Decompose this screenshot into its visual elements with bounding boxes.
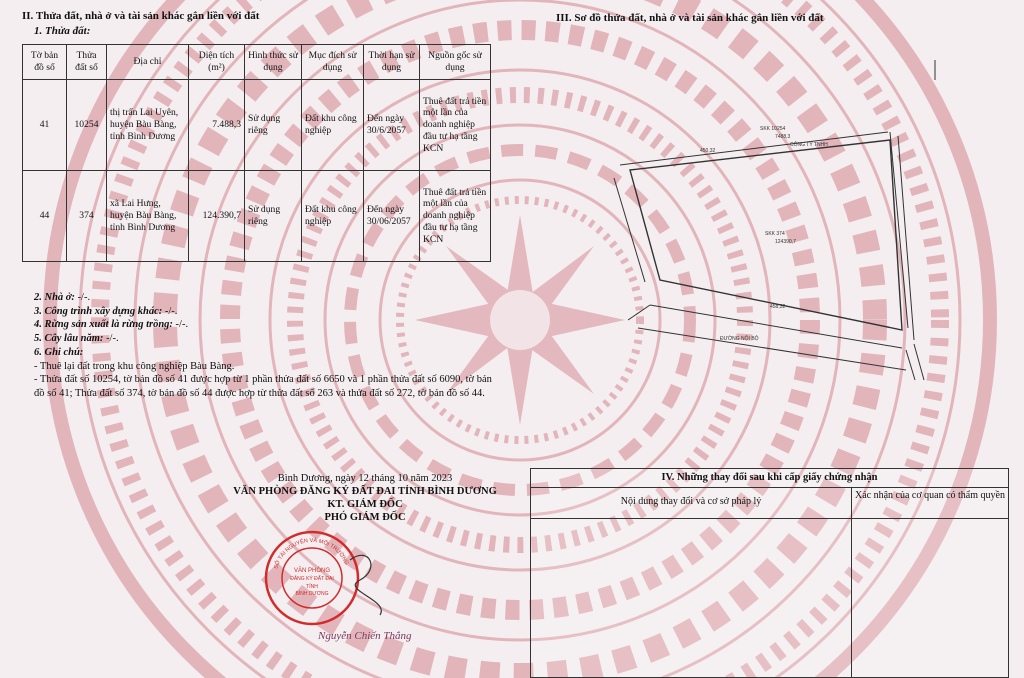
note-line: - Thuê lại đất trong khu công nghiệp Bàu Bàng. bbox=[34, 360, 235, 372]
header-parcel-number: Thửa đất số bbox=[67, 45, 107, 80]
header-use-origin: Nguồn gốc sử dụng bbox=[420, 45, 491, 80]
cell-use-purpose: Đất khu công nghiệp bbox=[302, 171, 364, 262]
cell-area: 124.390,7 bbox=[189, 171, 245, 262]
section-3-title: III. Sơ đồ thửa đất, nhà ở và tài sản khác gắn liền với đất bbox=[556, 12, 824, 24]
changes-table bbox=[530, 468, 1009, 678]
svg-text:TỈNH: TỈNH bbox=[306, 584, 318, 590]
header-area: Diện tích (m²) bbox=[189, 45, 245, 80]
cell-use-origin: Thuê đất trả tiền một lần của doanh nghiệp đầu tư hạ tầng KCN bbox=[420, 80, 491, 171]
header-address: Địa chỉ bbox=[107, 45, 189, 80]
cell-parcel-number: 374 bbox=[67, 171, 107, 262]
cell-use-origin: Thuê đất trả tiền một lần của doanh nghiệp đầu tư hạ tầng KCN bbox=[420, 171, 491, 262]
item-other-construction: 3. Công trình xây dựng khác: -/-. bbox=[34, 305, 178, 317]
handwritten-signature bbox=[340, 540, 410, 620]
svg-text:SỞ TÀI NGUYÊN VÀ MÔI TRƯỜNG: SỞ TÀI NGUYÊN VÀ MÔI TRƯỜNG bbox=[273, 537, 350, 570]
parcel-map-sketch bbox=[590, 50, 970, 390]
cell-use-form: Sử dụng riêng bbox=[245, 171, 302, 262]
section-2-title: II. Thửa đất, nhà ở và tài sản khác gắn liền với đất bbox=[22, 10, 260, 22]
note-line: - Thửa đất số 10254, tờ bản đồ số 41 được hợp từ 1 phần thửa đất số 6650 và 1 phần thửa đất số 6090, tờ bản đồ số 41; Thửa đất số 374, tờ bản đồ số 44 được hợp từ thửa đất số 263 và thửa đất số 272, tờ bản đồ số 44. bbox=[34, 374, 492, 399]
table-header-row bbox=[23, 45, 491, 80]
item-house: 2. Nhà ở: -/-. bbox=[34, 292, 91, 303]
section-4-title: IV. Những thay đổi sau khi cấp giấy chứng nhận bbox=[531, 469, 1008, 488]
cell-address: xã Lai Hưng, huyện Bàu Bàng, tỉnh Bình Dương bbox=[107, 171, 189, 262]
header-map-sheet: Tờ bản đồ số bbox=[23, 45, 67, 80]
svg-text:BÌNH DƯƠNG: BÌNH DƯƠNG bbox=[295, 591, 329, 597]
cell-map-sheet: 44 bbox=[23, 171, 67, 262]
authority-line: KT. GIÁM ĐỐC bbox=[327, 499, 403, 510]
item-planted-forest: 4. Rừng sản xuất là rừng trồng: -/-. bbox=[34, 319, 189, 331]
cell-area: 7.488,3 bbox=[189, 80, 245, 171]
svg-text:VĂN PHÒNG: VĂN PHÒNG bbox=[293, 568, 331, 574]
cell-address: thị trấn Lai Uyên, huyện Bàu Bàng, tỉnh Bình Dương bbox=[107, 80, 189, 171]
map-label-parcel1-area: 7488,3 bbox=[775, 134, 791, 140]
table-row bbox=[23, 171, 491, 262]
changes-header-row bbox=[531, 488, 1008, 519]
map-length-top: 450,32 bbox=[700, 148, 716, 154]
map-road-bottom: ĐƯỜNG NỘI BỘ bbox=[720, 336, 759, 342]
header-use-term: Thời hạn sử dụng bbox=[364, 45, 420, 80]
header-use-form: Hình thức sử dụng bbox=[245, 45, 302, 80]
header-authority-confirmation: Xác nhận của cơ quan có thẩm quyền bbox=[855, 490, 1005, 501]
map-label-parcel1: SKK 10254 bbox=[760, 126, 786, 132]
item-notes-title: 6. Ghi chú: bbox=[34, 346, 84, 358]
parcel-subtitle: 1. Thửa đất: bbox=[34, 25, 91, 37]
cell-use-term: Đến ngày 30/06/2057 bbox=[364, 171, 420, 262]
parcel-table bbox=[22, 44, 491, 262]
column-divider bbox=[851, 488, 852, 677]
land-items-list bbox=[34, 291, 504, 401]
cell-use-purpose: Đất khu công nghiệp bbox=[302, 80, 364, 171]
signer-role: PHÓ GIÁM ĐỐC bbox=[324, 512, 406, 523]
cell-parcel-number: 10254 bbox=[67, 80, 107, 171]
cell-use-term: Đến ngày 30/6/2057 bbox=[364, 80, 420, 171]
map-label-parcel2-area: 124390,7 bbox=[775, 239, 796, 245]
cell-map-sheet: 41 bbox=[23, 80, 67, 171]
map-length-bottom: 458,32 bbox=[770, 304, 786, 310]
map-label-parcel2: SKK 374 bbox=[765, 231, 785, 237]
table-row bbox=[23, 80, 491, 171]
item-perennial-trees: 5. Cây lâu năm: -/-. bbox=[34, 333, 119, 345]
svg-text:ĐĂNG KÝ ĐẤT ĐAI: ĐĂNG KÝ ĐẤT ĐAI bbox=[290, 576, 334, 582]
signing-date: Bình Dương, ngày 12 tháng 10 năm 2023 bbox=[277, 473, 453, 484]
signer-name: Nguyễn Chiến Thắng bbox=[318, 630, 412, 642]
header-change-content: Nội dung thay đổi và cơ sở pháp lý bbox=[620, 496, 762, 507]
header-use-purpose: Mục đích sử dụng bbox=[302, 45, 364, 80]
cell-use-form: Sử dụng riêng bbox=[245, 80, 302, 171]
issuing-office: VĂN PHÒNG ĐĂNG KÝ ĐẤT ĐAI TỈNH BÌNH DƯƠNG bbox=[233, 486, 497, 497]
map-neighbor-top: CÔNG TY TNHH bbox=[790, 142, 828, 148]
signature-block bbox=[200, 472, 530, 524]
